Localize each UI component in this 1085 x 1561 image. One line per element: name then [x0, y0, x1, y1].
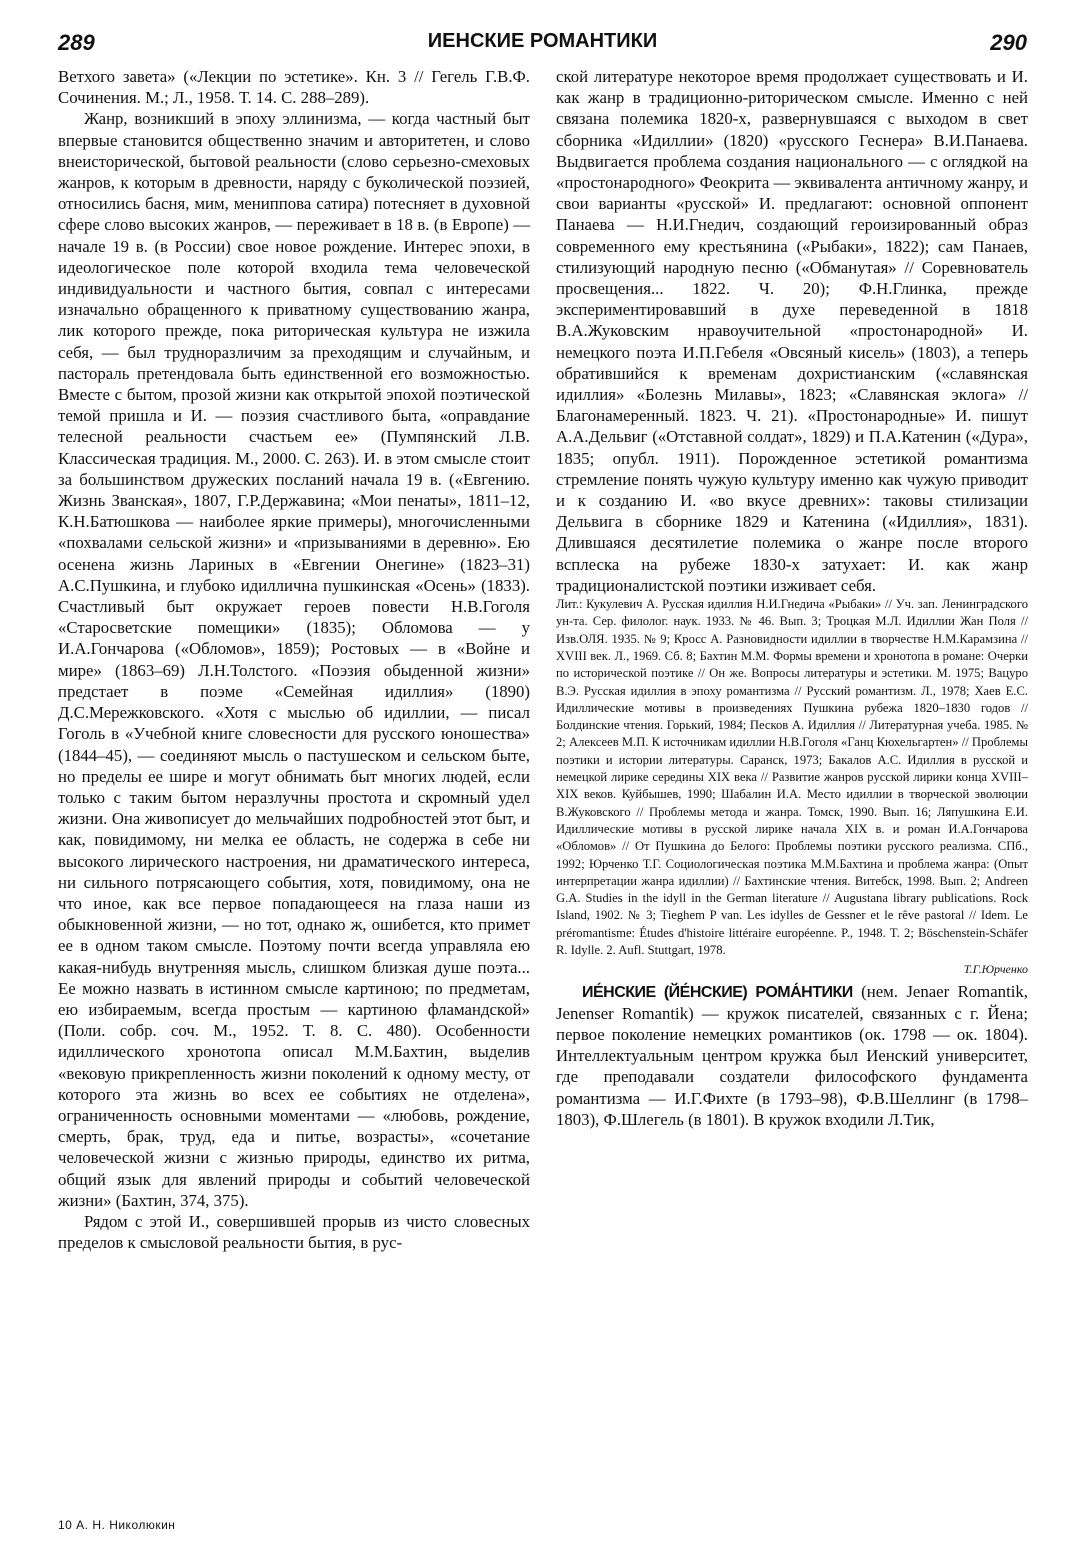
left-column	[58, 66, 530, 1253]
paragraph-continuation-right: ской литературе некоторое время продолжает существовать и И. как жанр в традиционно-риторическом смысле. Именно с ней связана полемика 1820-х, развернувшаяся с выходом в свет сборника «Идиллии» (1820) «русского Геснера» В.И.Панаева. Выдвигается проблема создания национального — с оглядкой на «простонародного» Феокрита — эквивалента античному жанру, и свои варианты «русской» И. предлагают: основной оппонент Панаева — Н.И.Гнедич, создающий героизированный образ современного ему крестьянина («Рыбаки», 1822); сам Панаев, стилизующий народную песню («Обманутая» // Соревнователь просвещения... 1822. Ч. 20); Ф.Н.Глинка, прежде экспериментировавший в духе переведенной в 1818 В.А.Жуковским нравоучительной «простонародной» И. немецкого поэта И.П.Гебеля «Овсяный кисель» (1803), а теперь обратившийся к временам дохристианским («славянская идиллия» «Болезнь Милавы», 1823; «Славянская эклога» // Благонамеренный. 1823. Ч. 21). «Простонародные» И. пишут А.А.Дельвиг («Отставной солдат», 1829) и П.А.Катенин («Дура», 1835; опубл. 1911). Порожденное эстетикой романтизма стремление понять чужую культуру именно как чужую приводит и к созданию И. «во вкусе древних»: таковы стилизации Дельвига в сборнике 1829 и Катенина («Идиллия», 1831). Длившаяся десятилетие полемика о жанре после второго всплеска на рубеже 1830-х затухает: И. как жанр традиционалистской поэтики изживает себя.	[556, 67, 1028, 595]
running-title: ИЕНСКИЕ РОМАНТИКИ	[427, 30, 658, 52]
page-number-right: 290	[990, 30, 1027, 55]
right-column	[556, 66, 1028, 1130]
entry-title: ИЕ́НСКИЕ (ЙЕ́НСКИЕ) РОМА́НТИКИ	[582, 983, 853, 1001]
literature-list: Лит.: Кукулевич А. Русская идиллия Н.И.Гнедича «Рыбаки» // Уч. зап. Ленинградского ун-та. Сер. филолог. наук. 1933. № 46. Вып. 3; Троцкая М.Л. Идиллии Жан Поля // Изв.ОЛЯ. 1935. № 9; Кросс А. Разновидности идиллии в творчестве Н.М.Карамзина // XVIII век. Л., 1969. Сб. 8; Бахтин М.М. Формы времени и хронотопа в романе: Очерки по исторической поэтике // Он же. Вопросы литературы и эстетики. М. 1975; Вацуро В.Э. Русская идиллия в эпоху романтизма // Русский романтизм. Л., 1978; Хаев Е.С. Идиллические мотивы в произведениях Пушкина рубежа 1820–1830 годов // Болдинские чтения. Горький, 1984; Песков А. Идиллия // Литературная учеба. 1985. № 2; Алексеев М.П. К источникам идиллии Н.В.Гоголя «Ганц Кюхельгартен» // Проблемы поэтики и истории литературы. Саранск, 1973; Бакалов А.С. Идиллия в русской и немецкой лирике середины XIX века // Развитие жанров русской лирики конца XVIII–XIX веков. Куйбышев, 1990; Шабалин И.А. Место идиллии в творческой эволюции В.Жуковского // Проблемы метода и жанра. Томск, 1990. Вып. 16; Ляпушкина Е.И. Идиллические мотивы в русской лирике начала XIX в. и роман И.А.Гончарова «Обломов» // От Пушкина до Белого: Проблемы поэтики русского реализма. СПб., 1992; Юрченко Т.Г. Социологическая поэтика М.М.Бахтина и проблема жанра: (Опыт интерпретации жанра идиллии) // Бахтинские чтения. Витебск, 1998. Вып. 2; Andreen G.A. Studies in the idyll in the German literature // Augustana library publications. Rock Island, 1902. № 3; Tieghem P van. Les idylles de Gessner et le rêve pastoral // Idem. Le préromantisme: Études d'histoire littéraire européenne. P., 1948. T. 2; Böschenstein-Schäfer R. Idylle. 2. Aufl. Stuttgart, 1978.	[556, 597, 1028, 958]
page-number-left: 289	[58, 30, 95, 55]
paragraph-next: Рядом с этой И., совершившей прорыв из чисто словесных пределов к смысловой реальности бытия, в рус-	[58, 1211, 530, 1253]
paragraph-continuation: Ветхого завета» («Лекции по эстетике». Кн. 3 // Гегель Г.В.Ф. Сочинения. М.; Л., 1958. Т. 14. С. 288–289).	[58, 67, 530, 108]
entry-text: (нем. Jenaer Romantik, Jenenser Romantik) — кружок писателей, связанных с г. Йена; первое поколение немецких романтиков (ок. 1798 — ок. 1804). Интеллектуальным центром кружка был Иенский университет, где преподавали создатели философского фундамента романтизма — И.Г.Фихте (в 1793–98), Ф.В.Шеллинг (в 1798–1803), Ф.Шлегель (в 1801). В кружок входили Л.Тик,	[556, 981, 1028, 1129]
page-footer: 10 А. Н. Николюкин	[58, 1518, 176, 1532]
paragraph-genre: Жанр, возникший в эпоху эллинизма, — когда частный быт впервые становится общественно значим и авторитетен, и слово внеисторической, бытовой реальности (слово серьезно-смеховых жанров, к которым в древности, наряду с буколической поэзией, относились басня, мим, мениппова сатира) потесняет в духовной сфере слово высоких жанров, — переживает в 18 в. (в Европе) — начале 19 в. (в России) свое новое рождение. Интерес эпохи, в идеологическое поле которой входила тема человеческой индивидуальности и частного бытия, совпал с интересами изначально обращенного к приватному существованию жанра, лик которого прежде, пока риторическая культура не изжила себя, — был трудноразличим за преходящим и случайным, и пастораль претендовала быть единственной его возможностью. Вместе с бытом, прозой жизни как открытой эпохой поэтической темой пришла и И. — поэзия счастливого быта, «оправдание телесной реальности счастьем ее» (Пумпянский Л.В. Классическая традиция. М., 2000. С. 263). И. в этом смысле стоит за большинством дружеских посланий начала 19 в. («Евгению. Жизнь Званская», 1807, Г.Р.Державина; «Мои пенаты», 1811–12, К.Н.Батюшкова — наиболее яркие примеры), многочисленными «похвалами сельской жизни» и «призываниями в деревню». Ею осенена жизнь Лариных в «Евгении Онегине» (1823–31) А.С.Пушкина, и глубоко идиллична пушкинская «Осень» (1833). Счастливый быт окружает героев повести Н.В.Гоголя «Старосветские помещики» (1835); Обломова — у И.А.Гончарова («Обломов», 1859); Ростовых — в «Войне и мире» (1863–69) Л.Н.Толстого. «Поэзия обыденной жизни» предстает в поэме «Семейная идиллия» (1890) Д.С.Мережковского. «Хотя с мыслью об идиллии, — писал Гоголь в «Учебной книге словесности для русского юношества» (1844–45), — соединяют мысль о пастушеском и сельском быте, но пределы ее шире и могут обнимать быт многих людей, если только с таким бытом неразлучны простота и скромный удел жизни. Она живописует до мельчайших подробностей этот быт, и как, повидимому, ни мелка ее область, не содержа в себе ни высокого лирического настроения, ни драматического интереса, ни сильного потрясающего события, хотя, повидимому, она не что иное, как все первое попадающееся на глаза наши из обыкновенной жизни, — но тот, однако ж, ошибется, кто примет ее в одном таком смысле. Поэтому почти всегда управляла ею какая-нибудь внутренняя мысль, слишком близкая душе поэта... Ее можно назвать в истинном смысле картиною; по предметам, ею избираемым, всегда простым — картиною фламандской» (Поли. собр. соч. М., 1952. Т. 8. С. 480). Особенности идиллического хронотопа описал М.М.Бахтин, выделив «вековую прикрепленность жизни поколений к одному месту, от которого эта жизнь во всех ее событиях не отделена», ограниченность основными моментами — «любовь, рождение, смерть, брак, труд, еда и питье, возрасты», «сочетание человеческой жизни с жизнью природы, единство их ритма, общий язык для явлений природы и событий человеческой жизни» (Бахтин, 374, 375).	[58, 109, 530, 1210]
page-header	[58, 30, 1027, 64]
author-signature: Т.Г.Юрченко	[963, 962, 1028, 977]
entry-paragraph	[556, 981, 1028, 1130]
